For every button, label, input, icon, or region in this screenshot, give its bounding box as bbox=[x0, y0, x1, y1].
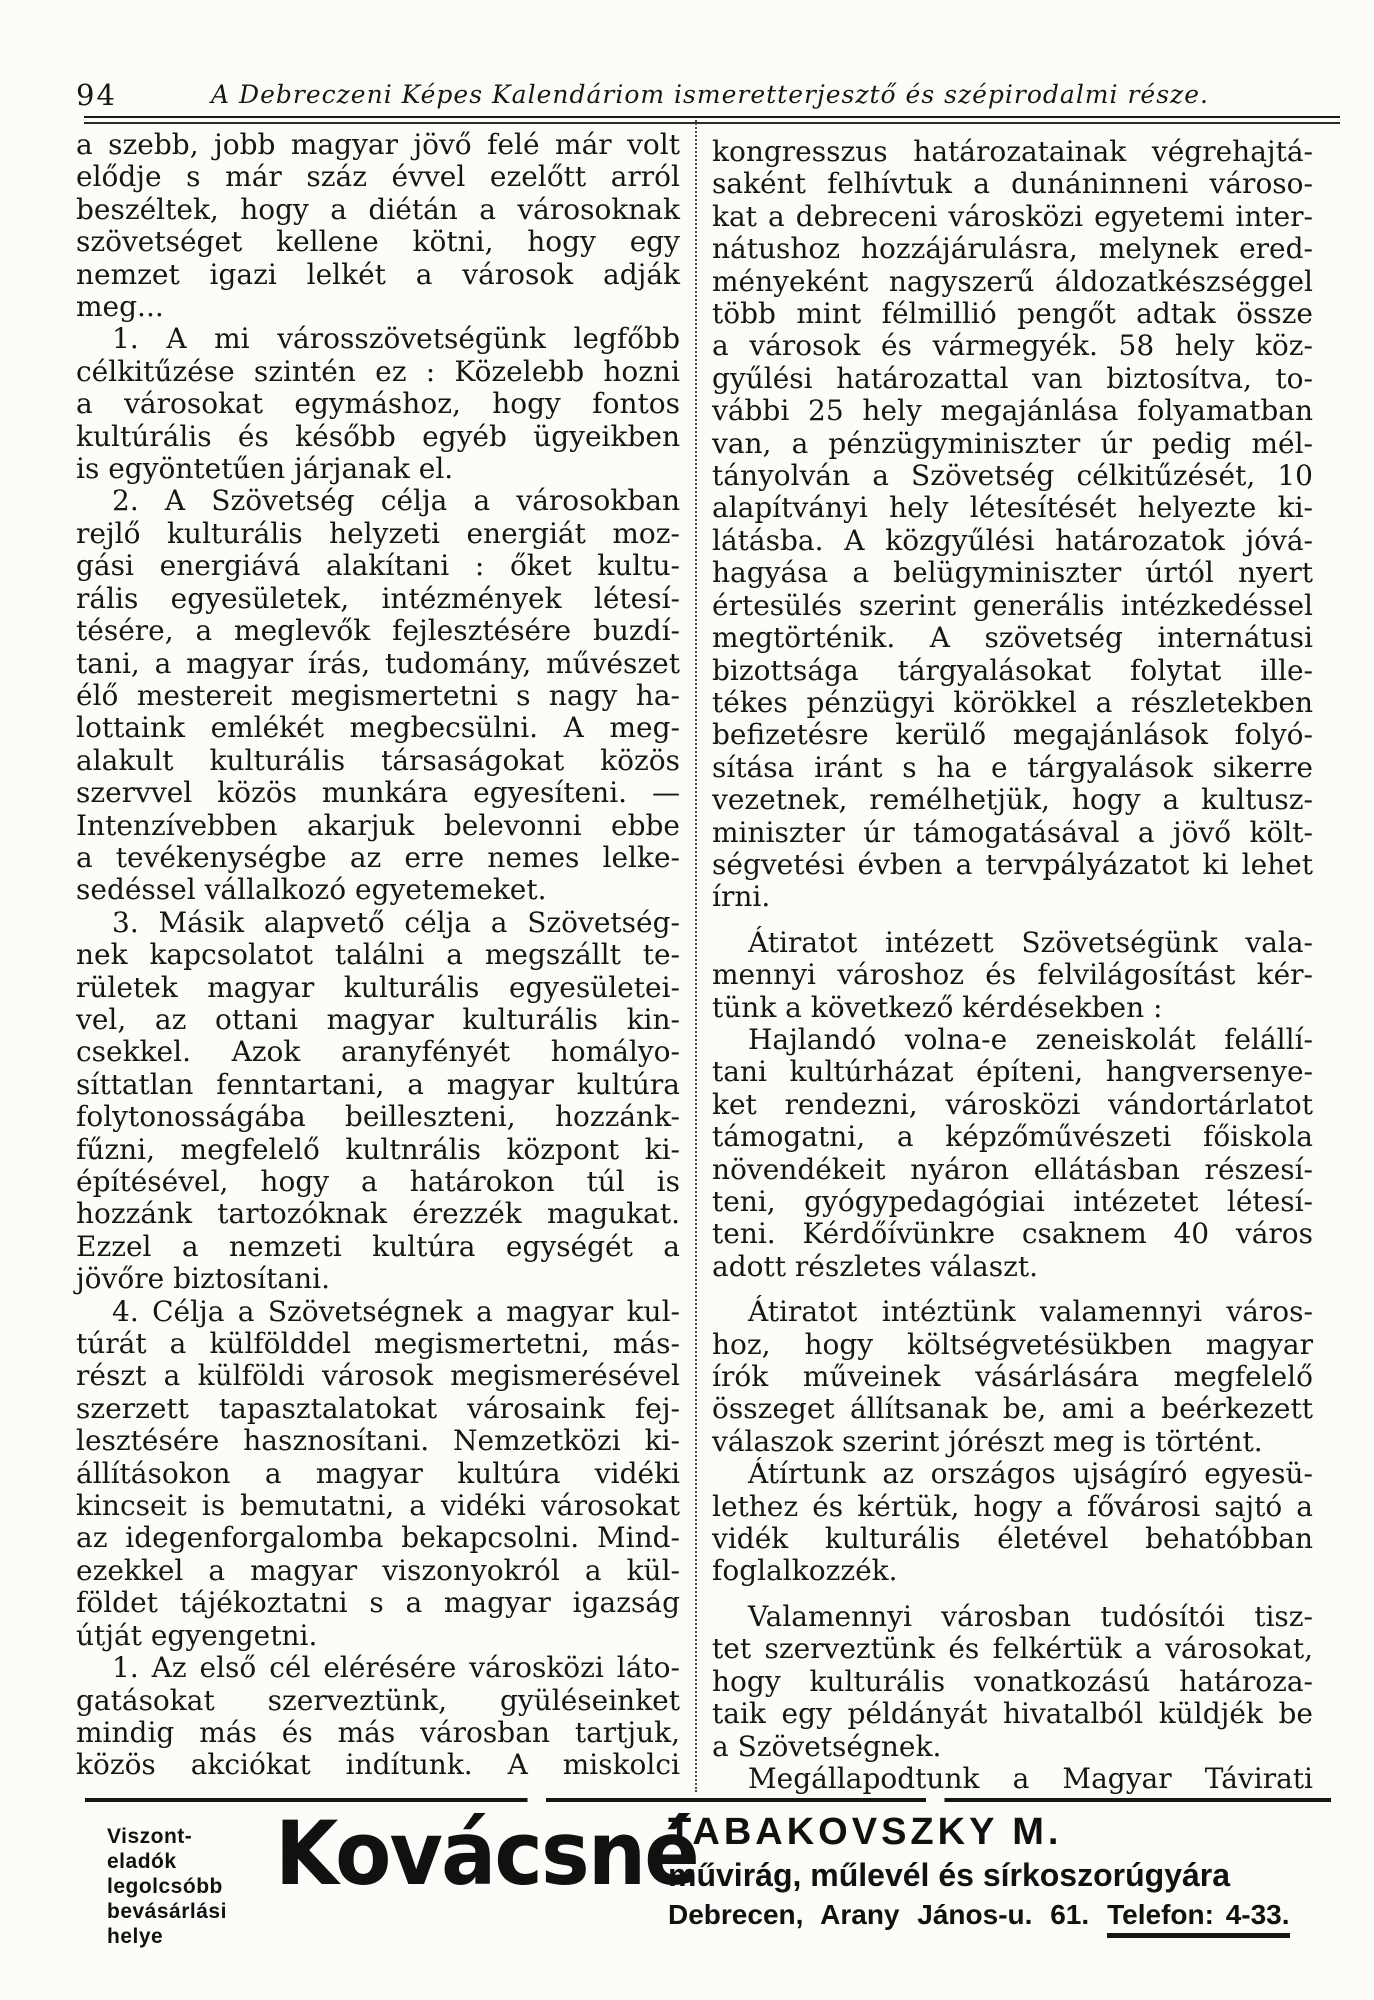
text-line: saként felhívtuk a dunáninneni városo- bbox=[712, 167, 1313, 201]
text-line: rális egyesületek, intézmények létesí- bbox=[76, 581, 680, 615]
text-line: tányolván a Szövetség célkitűzését, 10 bbox=[712, 459, 1313, 493]
text-line: taik egy példányát hivatalból küldjék be bbox=[712, 1697, 1313, 1731]
paragraph bbox=[712, 136, 1313, 914]
text-line: ményeként nagyszerű áldozatkészséggel bbox=[712, 264, 1313, 298]
text-line: 1. A mi városszövetségünk legfőbb bbox=[112, 322, 680, 356]
paragraph bbox=[76, 323, 680, 485]
paragraph bbox=[712, 1024, 1313, 1283]
text-line: élő mestereit megismertetni s nagy ha- bbox=[76, 678, 680, 712]
ad-phone: Telefon: 4-33. bbox=[1107, 1898, 1289, 1938]
text-line: hogy kulturális vonatkozású határoza- bbox=[712, 1664, 1313, 1698]
text-line: fűzni, megfelelő kultnrális központ ki- bbox=[76, 1132, 680, 1166]
text-line: Valamennyi városban tudósítói tisz- bbox=[748, 1599, 1313, 1633]
text-line: írni. bbox=[712, 880, 771, 914]
right-text-column bbox=[712, 136, 1313, 1795]
text-line: támogatni, a képzőművészeti főiskola bbox=[712, 1120, 1313, 1154]
text-line: van, a pénzügyminiszter úr pedig mél- bbox=[712, 426, 1313, 460]
text-line: tünk a következő kérdésekben : bbox=[712, 990, 1163, 1024]
text-line: állításokon a magyar kultúra vidéki bbox=[76, 1456, 680, 1490]
text-line: a városok és vármegyék. 58 hely köz- bbox=[712, 329, 1313, 363]
text-line: közös akciókat indítunk. A miskolci bbox=[76, 1748, 680, 1782]
header-rule bbox=[84, 116, 1340, 124]
text-line: Átiratot intéztünk valamennyi város- bbox=[748, 1295, 1313, 1329]
text-line: is egyöntetűen járjanak el. bbox=[76, 452, 454, 486]
text-line: szerzett tapasztalatokat városaink fej- bbox=[76, 1391, 680, 1425]
text-line: az idegenforgalomba bekapcsolni. Mind- bbox=[76, 1521, 680, 1555]
text-line: részt a külföldi városok megismerésével bbox=[76, 1359, 680, 1393]
text-line: 3. Másik alapvető célja a Szövetség- bbox=[112, 905, 680, 939]
text-line: lottaink emlékét megbecsülni. A meg- bbox=[76, 711, 680, 745]
text-line: vezetnek, remélhetjük, hogy a kultusz- bbox=[712, 783, 1313, 817]
text-line: Átírtunk az országos ujságíró egyesü- bbox=[748, 1457, 1313, 1491]
advertisement bbox=[85, 1802, 1331, 1960]
text-line: Intenzívebben akarjuk belevonni ebbe bbox=[76, 808, 680, 842]
text-line: sítása iránt s ha e tárgyalások sikerre bbox=[712, 750, 1313, 784]
text-line: gatásokat szerveztünk, gyüléseinket bbox=[76, 1683, 680, 1717]
text-line: lethez és kértük, hogy a fővárosi sajtó a bbox=[712, 1489, 1313, 1523]
text-line: írók műveinek vásárlására megfelelő bbox=[712, 1360, 1313, 1394]
ad-reseller-line: bevásárlási bbox=[107, 1900, 227, 1923]
paragraph bbox=[76, 1296, 680, 1652]
text-line: 2. A Szövetség célja a városokban bbox=[112, 484, 680, 518]
running-title: A Debreczeni Képes Kalendáriom ismeretterjesztő és szépirodalmi része. bbox=[211, 80, 1209, 109]
text-line: szövetséget kellene kötni, hogy egy bbox=[76, 225, 680, 259]
text-line: bizottsága tárgyalásokat folytat ille- bbox=[712, 653, 1313, 687]
text-line: Megállapodtunk a Magyar Távirati bbox=[748, 1761, 1313, 1795]
text-line: vábbi 25 hely megajánlása folyamatban bbox=[712, 394, 1313, 428]
text-line: csekkel. Azok aranyfényét homályo- bbox=[76, 1035, 680, 1069]
text-line: beszéltek, hogy a diétán a városoknak bbox=[76, 192, 680, 226]
text-line: lesztésére hasznosítani. Nemzetközi ki- bbox=[76, 1424, 680, 1458]
text-line: Átiratot intézett Szövetségünk vala- bbox=[748, 925, 1313, 959]
ad-reseller-line: Viszont- bbox=[107, 1825, 193, 1848]
text-line: válaszok szerint jórészt meg is történt. bbox=[712, 1424, 1263, 1458]
text-line: teni, gyógypedagógiai intézetet létesí- bbox=[712, 1185, 1313, 1218]
text-line: vidék kulturális életével behatóbban bbox=[712, 1522, 1313, 1556]
paragraph bbox=[76, 129, 680, 323]
text-line: több mint félmillió pengőt adtak össze bbox=[712, 297, 1313, 331]
text-line: megtörténik. A szövetség internátusi bbox=[712, 621, 1313, 655]
text-line: meg... bbox=[76, 290, 164, 324]
text-line: rejlő kulturális helyzeti energiát moz- bbox=[76, 516, 680, 550]
text-line: hagyása a belügyminiszter úrtól nyert bbox=[712, 556, 1313, 590]
text-line: miniszter úr támogatásával a jövő költ- bbox=[712, 815, 1313, 849]
text-line: túrát a külfölddel megismertetni, más- bbox=[76, 1327, 680, 1361]
text-line: építésével, hogy a határokon túl is bbox=[76, 1165, 680, 1198]
text-line: sedéssel vállalkozó egyetemeket. bbox=[76, 873, 547, 907]
text-line: látásba. A közgyűlési határozatok jóvá- bbox=[712, 523, 1313, 557]
text-line: tet szerveztünk és felkértük a városokat, bbox=[712, 1632, 1313, 1666]
text-line: hoz, hogy költségvetésükben magyar bbox=[712, 1327, 1313, 1361]
text-line: földet tájékoztatni s a magyar igazság bbox=[76, 1586, 680, 1620]
text-line: gyűlési határozattal van biztosítva, to- bbox=[712, 361, 1313, 395]
text-line: adott részletes választ. bbox=[712, 1249, 1039, 1283]
text-line: gási energiává alakítani : őket kultu- bbox=[76, 549, 680, 583]
text-line: a tevékenységbe az erre nemes lelke- bbox=[76, 840, 680, 874]
text-line: ezekkel a magyar viszonyokról a kül- bbox=[76, 1553, 680, 1587]
text-line: összeget állítsanak be, ami a beérkezett bbox=[712, 1392, 1313, 1426]
paragraph bbox=[76, 485, 680, 906]
text-line: mennyi városhoz és felvilágosítást kér- bbox=[712, 958, 1313, 992]
text-line: 4. Célja a Szövetségnek a magyar kul- bbox=[112, 1294, 680, 1328]
ad-reseller-text bbox=[107, 1824, 277, 1949]
paragraph bbox=[712, 1763, 1313, 1795]
text-line: alakult kulturális társaságokat közös bbox=[76, 743, 680, 777]
text-line: teni. Kérdőívünkre csaknem 40 város bbox=[712, 1217, 1313, 1251]
text-line: kongresszus határozatainak végrehajtá- bbox=[712, 135, 1313, 168]
text-line: szervvel közös munkára egyesíteni. — bbox=[76, 776, 680, 810]
text-line: befizetésre kerülő megajánlások folyó- bbox=[712, 718, 1313, 752]
text-line: a Szövetségnek. bbox=[712, 1729, 942, 1763]
paragraph bbox=[712, 1296, 1313, 1458]
ad-reseller-line: eladók bbox=[107, 1850, 177, 1873]
text-line: mindig más és más városban tartjuk, bbox=[76, 1715, 680, 1749]
text-line: Ezzel a nemzeti kultúra egységét a bbox=[76, 1229, 680, 1263]
text-line: ségvetési évben a tervpályázatot ki lehet bbox=[712, 847, 1313, 881]
ad-address: Debrecen, Arany János-u. 61. bbox=[668, 1899, 1090, 1930]
paragraph bbox=[712, 927, 1313, 1024]
text-line: nemzet igazi lelkét a városok adják bbox=[76, 257, 680, 291]
text-line: Hajlandó volna-e zeneiskolát felállí- bbox=[748, 1022, 1313, 1056]
text-line: hozzánk tartozóknak érezzék magukat. bbox=[76, 1197, 680, 1231]
text-line: a szebb, jobb magyar jövő felé már volt bbox=[76, 128, 680, 161]
text-line: célkitűzése szintén ez : Közelebb hozni bbox=[76, 354, 680, 388]
paragraph bbox=[712, 1458, 1313, 1588]
text-line: a városokat egymáshoz, hogy fontos bbox=[76, 387, 680, 421]
text-line: tékes pénzügyi körökkel a részletekben bbox=[712, 685, 1313, 719]
ad-products-line: művirág, műlevél és sírkoszorúgyára bbox=[668, 1857, 1231, 1893]
text-line: tani kultúrházat építeni, hangversenye- bbox=[712, 1055, 1313, 1089]
text-line: foglalkozzék. bbox=[712, 1554, 898, 1588]
text-line: 1. Az első cél elérésére városközi láto- bbox=[112, 1651, 680, 1685]
text-line: kultúrális és később egyéb ügyeikben bbox=[76, 419, 680, 453]
paragraph bbox=[76, 1652, 680, 1782]
text-line: síttatlan fenntartani, a magyar kultúra bbox=[76, 1067, 680, 1101]
ad-address-row bbox=[668, 1898, 1331, 1938]
ad-reseller-line: legolcsóbb bbox=[107, 1875, 223, 1898]
text-line: növendékeit nyáron ellátásban részesí- bbox=[712, 1152, 1313, 1186]
ad-reseller-line: helye bbox=[107, 1925, 164, 1948]
paragraph bbox=[76, 907, 680, 1296]
text-line: rületek magyar kulturális egyesületei- bbox=[76, 970, 680, 1004]
text-line: útját egyengetni. bbox=[76, 1618, 318, 1652]
ad-company-name: TABAKOVSZKY M. bbox=[668, 1811, 1063, 1853]
text-line: nek kapcsolatot találni a megszállt te- bbox=[76, 938, 680, 972]
text-line: alapítványi hely létesítését helyezte ki- bbox=[712, 491, 1313, 525]
text-line: kincseit is bemutatni, a vidéki városokat bbox=[76, 1489, 680, 1523]
text-line: folytonosságába beilleszteni, hozzánk- bbox=[76, 1100, 680, 1134]
column-divider bbox=[695, 120, 697, 1792]
ad-brand-name: Kovácsné bbox=[275, 1802, 698, 1905]
text-line: vel, az ottani magyar kulturális kin- bbox=[76, 1002, 680, 1036]
left-text-column bbox=[76, 129, 680, 1782]
paragraph bbox=[712, 1601, 1313, 1763]
text-line: kat a debreceni városközi egyetemi inter- bbox=[712, 199, 1313, 233]
page-number: 94 bbox=[76, 78, 117, 112]
text-line: tani, a magyar írás, tudomány, művészet bbox=[76, 646, 680, 680]
text-line: nátushoz hozzájárulásra, melynek ered- bbox=[712, 232, 1313, 266]
text-line: értesülés szerint generális intézkedéssel bbox=[712, 588, 1313, 622]
ad-company-block bbox=[668, 1812, 1331, 1938]
text-line: elődje s már száz évvel ezelőtt arról bbox=[76, 160, 680, 194]
text-line: jövőre biztosítani. bbox=[76, 1262, 330, 1296]
text-line: ket rendezni, városközi vándortárlatot bbox=[712, 1087, 1313, 1121]
ad-top-rule bbox=[85, 1798, 1331, 1802]
text-line: tésére, a meglevők fejlesztésére buzdí- bbox=[76, 614, 680, 648]
